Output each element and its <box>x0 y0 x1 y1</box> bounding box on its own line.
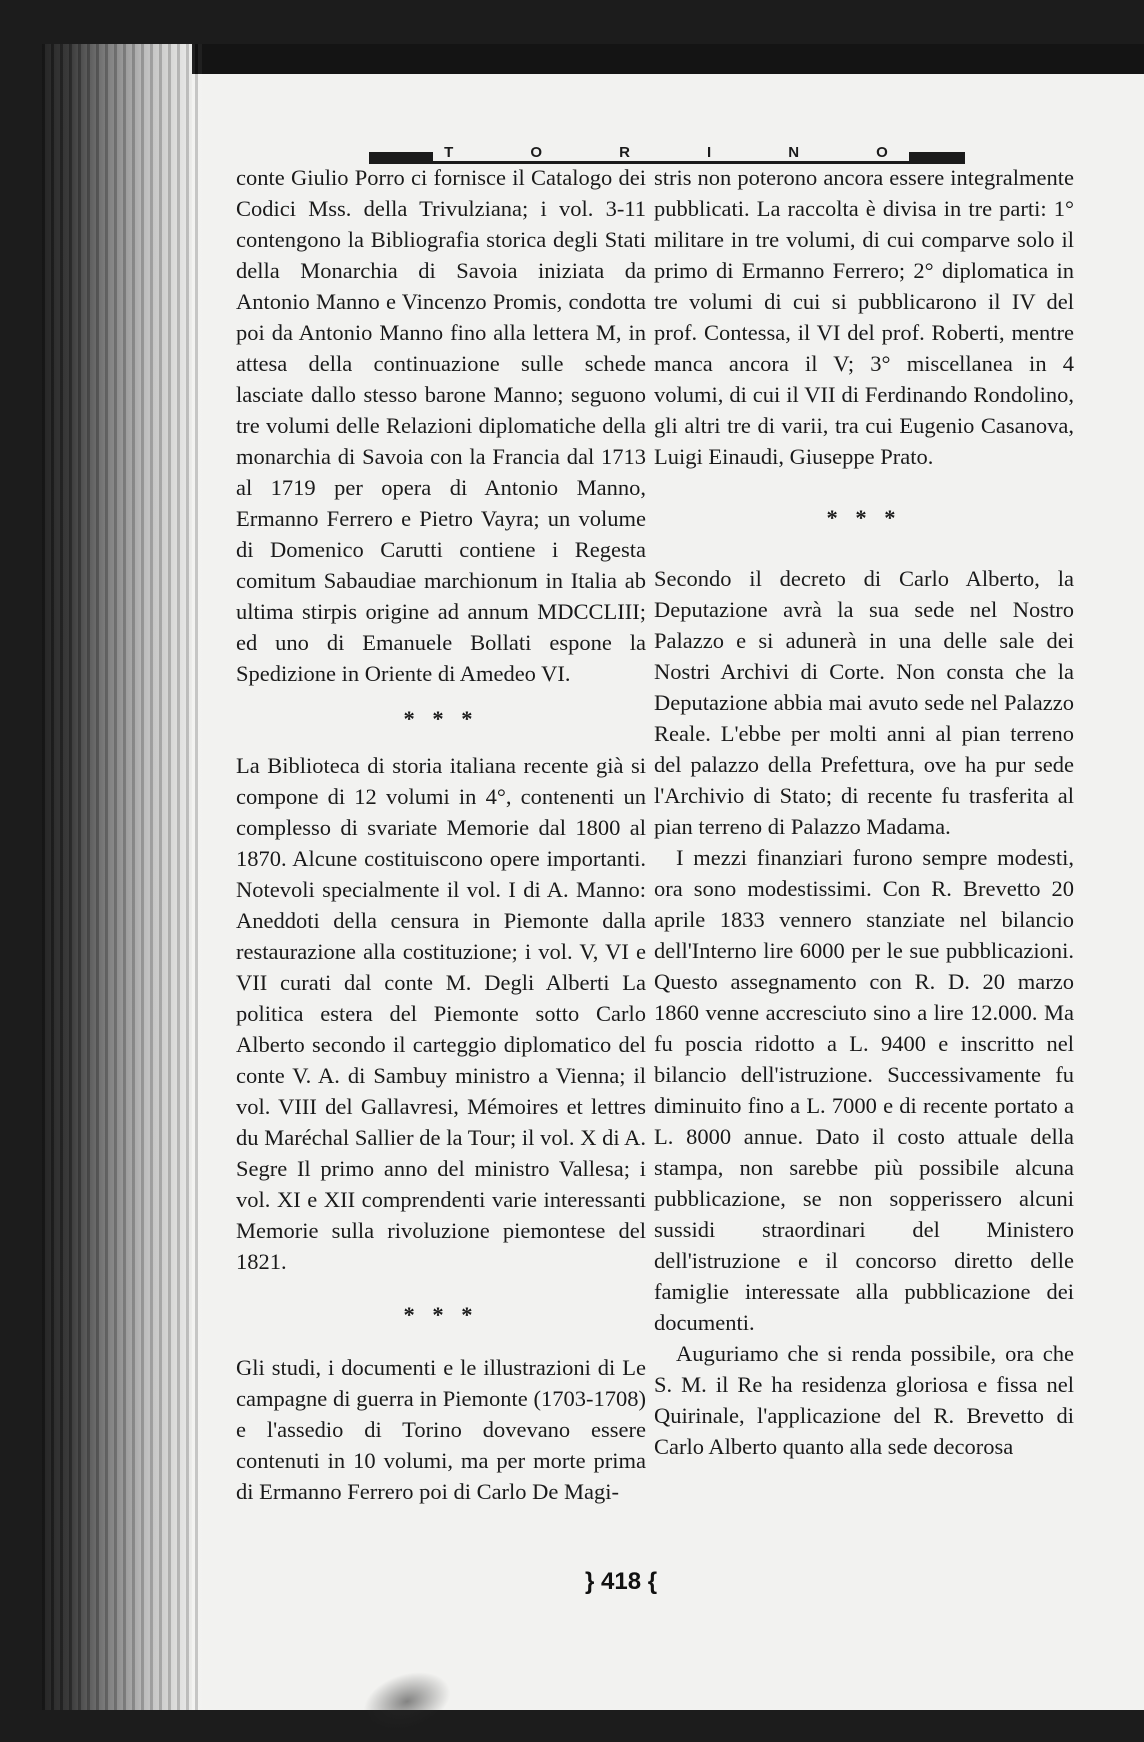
header-letter: N <box>788 144 802 161</box>
paragraph: I mezzi finanziari furono sempre modesti, ora sono modestissimi. Con R. Brevetto 20 aprile 1833 vennero stanziate nel bilancio dell'Interno lire 6000 per le sue pubblicazioni. Questo assegnamento con R. D. 20 marzo 1860 venne accresciuto sino a lire 12.000. Ma fu poscia ridotto a L. 9400 e inscritto nel bilancio dell'istruzione. Successivamente fu diminuito fino a L. 7000 e di recente portato a L. 8000 annue. Dato il costo attuale della stampa, non sarebbe più possibile alcuna pubblicazione, se non sopperissero alcuni sussidi straordinari del Ministero dell'istruzione e il concorso diretto delle famiglie interessate alla pubblicazione dei documenti. <box>654 845 1074 1335</box>
scan-top-edge <box>42 44 1144 74</box>
header-letter: O <box>530 144 544 161</box>
section-separator: * * * <box>403 1302 479 1327</box>
right-column <box>654 162 1074 1462</box>
paragraph: conte Giulio Porro ci fornisce il Catalogo dei Codici Mss. della Trivulziana; i vol. 3-11 contengono la Bibliografia storica degli Stati della Monarchia di Savoia iniziata da Antonio Manno e Vincenzo Promis, condotta poi da Antonio Manno fino alla lettera M, in attesa della continuazione sulle schede lasciate dallo stesso barone Manno; seguono tre volumi delle Relazioni diplomatiche della monarchia di Savoia con la Francia dal 1713 al 1719 per opera di Antonio Manno, Ermanno Ferrero e Pietro Vayra; un volume di Domenico Carutti contiene i Regesta comitum Sabaudiae marchionum in Italia ab ultima stirpis origine ad annum MDCCLIII; ed uno di Emanuele Bollati espone la Spedizione in Oriente di Amedeo VI. <box>236 165 646 686</box>
header-letter: O <box>876 144 890 161</box>
header-title <box>369 144 965 161</box>
page-ornament-left: } <box>585 1568 595 1595</box>
left-column <box>236 162 646 1507</box>
section-separator: * * * <box>826 505 902 530</box>
header-letter: R <box>619 144 632 161</box>
paragraph: La Biblioteca di storia italiana recente già si compone di 12 volumi in 4°, contenenti un complesso di svariate Memorie dal 1800 al 1870. Alcune costituiscono opere importanti. Notevoli specialmente il vol. I di A. Manno: Aneddoti della censura in Piemonte dalla restaurazione alla costituzione; i vol. V, VI e VII curati dal conte M. Degli Alberti La politica estera del Piemonte sotto Carlo Alberto secondo il carteggio diplomatico del conte V. A. di Sambuy ministro a Vienna; il vol. VIII del Gallavresi, Mémoires et lettres du Maréchal Sallier de la Tour; il vol. X di A. Segre Il primo anno del ministro Vallesa; i vol. XI e XII comprendenti varie interessanti Memorie sulla rivoluzione piemontese del 1821. <box>236 753 646 1274</box>
header-letter: I <box>707 144 714 161</box>
paragraph: Gli studi, i documenti e le illustrazioni di Le campagne di guerra in Piemonte (1703-1708) e l'assedio di Torino dovevano essere contenuti in 10 volumi, ma per morte prima di Ermanno Ferrero poi di Carlo De Magi- <box>236 1355 646 1504</box>
header-letter: T <box>444 144 456 161</box>
page-number-text: 418 <box>601 1568 642 1595</box>
page-ornament-right: { <box>647 1568 658 1595</box>
paragraph: Auguriamo che si renda possibile, ora che S. M. il Re ha residenza gloriosa e fissa nel Quirinale, l'applicazione del R. Brevetto di Carlo Alberto quanto alla sede decorosa <box>654 1341 1074 1459</box>
page-number <box>585 1568 657 1596</box>
ink-smudge <box>356 1661 459 1741</box>
paragraph: Secondo il decreto di Carlo Alberto, la Deputazione avrà la sua sede nel Nostro Palazzo e si adunerà in una delle sale dei Nostri Archivi di Corte. Non consta che la Deputazione abbia mai avuto sede nel Palazzo Reale. L'ebbe per molti anni al pian terreno del palazzo della Prefettura, ove ha pur sede l'Archivio di Stato; di recente fu trasferita al pian terreno di Palazzo Madama. <box>654 566 1074 839</box>
section-separator: * * * <box>403 706 479 731</box>
paragraph: stris non poterono ancora essere integralmente pubblicati. La raccolta è divisa in tre parti: 1° militare in tre volumi, di cui comparve solo il primo di Ermanno Ferrero; 2° diplomatica in tre volumi di cui si pubblicarono il IV del prof. Contessa, il VI del prof. Roberti, mentre manca ancora il V; 3° miscellanea in 4 volumi, di cui il VII di Ferdinando Rondolino, gli altri tre di varii, tra cui Eugenio Casanova, Luigi Einaudi, Giuseppe Prato. <box>654 165 1074 469</box>
binding-edge-texture <box>42 44 202 1710</box>
